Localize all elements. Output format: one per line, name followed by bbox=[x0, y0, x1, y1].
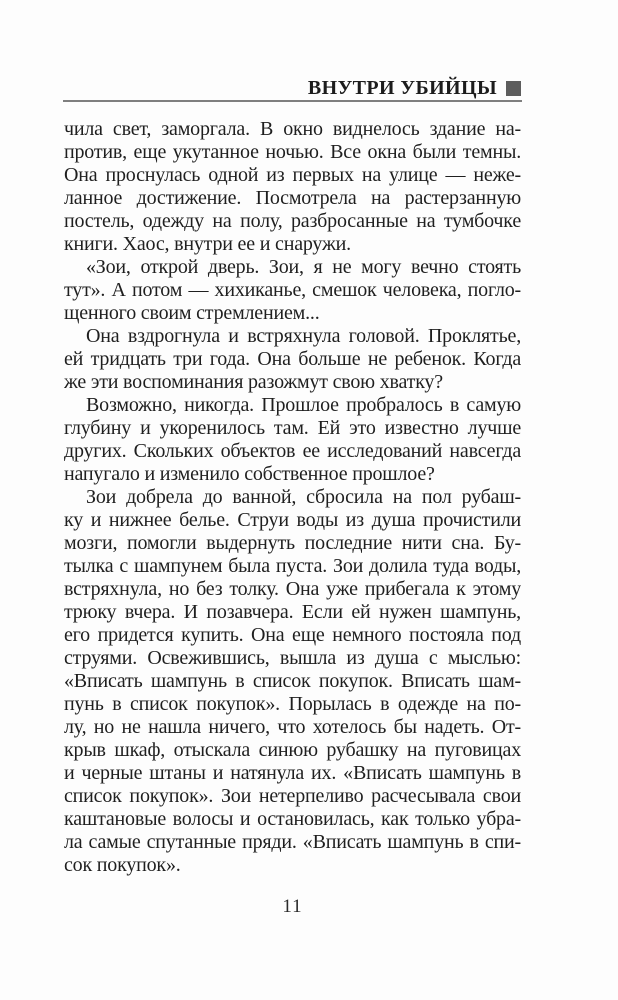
text-line: тут». А потом — хихиканье, смешок человека, погло- bbox=[64, 279, 521, 301]
text-line: крыв шкаф, отыскала синюю рубашку на пуговицах bbox=[64, 739, 521, 761]
square-bullet-icon bbox=[506, 81, 521, 96]
paragraph bbox=[64, 486, 521, 877]
paragraph bbox=[64, 394, 521, 486]
text-line: ку и нижнее белье. Струи воды из душа прочистили bbox=[64, 509, 521, 531]
text-line: пунь в список покупок». Порылась в одежде на по- bbox=[64, 693, 521, 715]
text-line: же эти воспоминания разожмут свою хватку? bbox=[64, 371, 443, 393]
text-line: «Зои, открой дверь. Зои, я не могу вечно стоять bbox=[86, 256, 521, 278]
text-line: каштановые волосы и остановилась, как только убра- bbox=[64, 808, 521, 830]
text-line: встряхнула, но без толку. Она уже прибегала к этому bbox=[64, 578, 521, 600]
text-line: щенного своим стремлением... bbox=[64, 302, 320, 324]
text-line: постель, одежду на полу, разбросанные на тумбочке bbox=[64, 210, 521, 232]
text-line: Она проснулась одной из первых на улице — неже- bbox=[64, 164, 521, 186]
text-line: ланное достижение. Посмотрела на растерзанную bbox=[64, 187, 521, 209]
text-line: и черные штаны и натянула их. «Вписать шампунь в bbox=[64, 762, 521, 784]
text-line: против, еще укутанное ночью. Все окна были темны. bbox=[64, 141, 521, 163]
text-line: струями. Освежившись, вышла из душа с мыслью: bbox=[64, 647, 521, 669]
text-line: его придется купить. Она еще немного постояла под bbox=[64, 624, 521, 646]
header-rule bbox=[63, 100, 522, 102]
text-line: трюку вчера. И позавчера. Если ей нужен шампунь, bbox=[64, 601, 521, 623]
text-line: «Вписать шампунь в список покупок. Вписать шам- bbox=[64, 670, 521, 692]
text-line: Возможно, никогда. Прошлое пробралось в самую bbox=[86, 394, 521, 416]
text-line: глубину и укоренилось там. Ей это известно лучше bbox=[64, 417, 521, 439]
text-line: мозги, помогли выдернуть последние нити сна. Бу- bbox=[64, 532, 521, 554]
text-line: список покупок». Зои нетерпеливо расчесывала свои bbox=[64, 785, 521, 807]
page-header bbox=[64, 79, 521, 97]
text-line: сок покупок». bbox=[64, 854, 181, 876]
running-title: ВНУТРИ УБИЙЦЫ bbox=[307, 77, 497, 99]
paragraph bbox=[64, 325, 521, 394]
text-line: чила свет, заморгала. В окно виднелось здание на- bbox=[64, 118, 521, 140]
page-text bbox=[64, 118, 521, 877]
text-line: Зои добрела до ванной, сбросила на пол рубаш- bbox=[86, 486, 521, 508]
text-line: Она вздрогнула и встряхнула головой. Проклятье, bbox=[86, 325, 521, 347]
text-line: лу, но не нашла ничего, что хотелось бы надеть. От- bbox=[64, 716, 521, 738]
text-line: книги. Хаос, внутри ее и снаружи. bbox=[64, 233, 351, 255]
paragraph bbox=[64, 118, 521, 256]
text-line: тылка с шампунем была пуста. Зои долила туда воды, bbox=[64, 555, 521, 577]
text-line: ла самые спутанные пряди. «Вписать шампунь в спи- bbox=[64, 831, 521, 853]
paragraph bbox=[64, 256, 521, 325]
text-line: ей тридцать три года. Она больше не ребенок. Когда bbox=[64, 348, 521, 370]
page-number: 11 bbox=[282, 896, 303, 917]
text-line: напугало и изменило собственное прошлое? bbox=[64, 463, 435, 485]
page-footer bbox=[64, 896, 521, 918]
text-line: других. Скольких объектов ее исследований навсегда bbox=[64, 440, 521, 462]
